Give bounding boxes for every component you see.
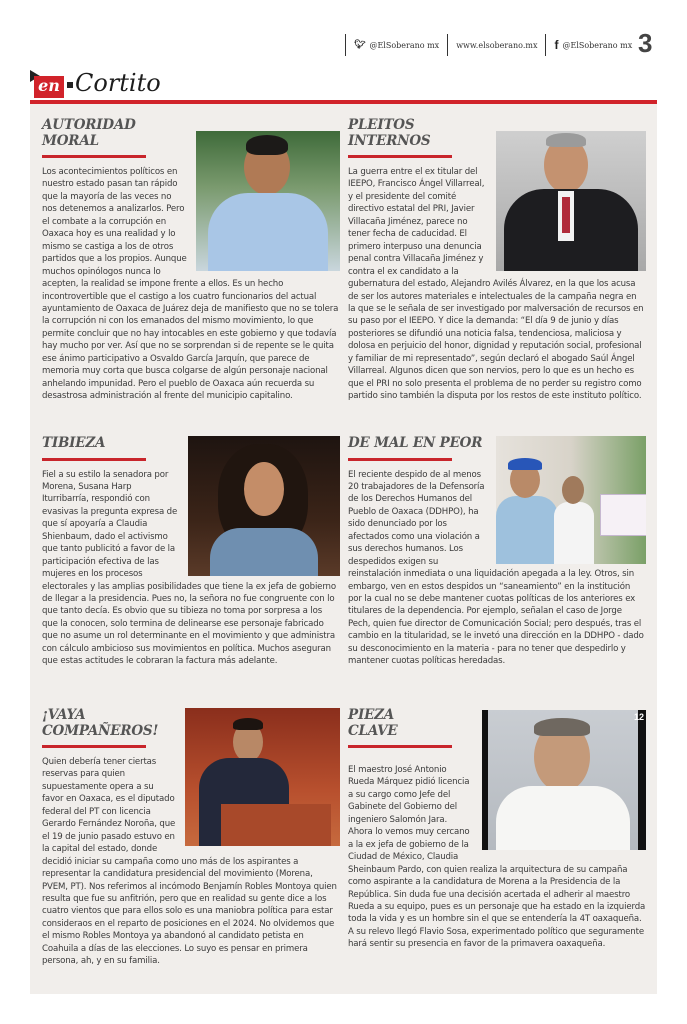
section-brand xyxy=(30,70,161,96)
title-rule xyxy=(42,745,146,748)
article-body: El reciente despido de al menos 20 trabajadores de la Defensoría de los Derechos Humanos del Pueblo de Oaxaca (DDHPO), ha sido denunciado por los afectados como una violación a sus derechos humanos. Los despedidos exigen su reinstalación inmediata o una liquidación apegada a la ley. Otros, sin embargo, ven en estos despidos un “saneamiento” en la institución por la cual no se debe mantener cuotas políticas de los anteriores ex titulares de la dependencia. Por ejemplo, señalan el caso de Jorge Pech, quien fue director de Comunicación Social; pero después, tras el cambio en la titularidad, se le invetó una dirección en la DDHPO - dado su desconocimiento en la materia - para no tener que despedirlo y mantener cuotas políticas heredadas. xyxy=(348,469,644,667)
twitter-link[interactable] xyxy=(354,40,439,50)
divider xyxy=(345,34,346,56)
logo-text: en xyxy=(34,76,64,98)
section-logo xyxy=(30,70,64,96)
article-pieza-clave xyxy=(348,708,646,951)
article-title: AUTORIDAD MORAL xyxy=(42,117,136,149)
article-body: Quien debería tener ciertas reservas para quien supuestamente opera a su favor en Oaxaca, es el diputado federal del PT con licencia Gerardo Fernández Noroña, que el 19 de junio pasado estuvo en la capital del estado, donde decidió iniciar su campaña como uno más de los aspirantes a representar la candidatura presidencial del movimiento (Morena, PVEM, PT). Nos referimos al incómodo Benjamín Robles Montoya quien resulta que fue su anfitrión, pero que en realidad su gente dice a los cuatro vientos que para ellos solo es una maniobra política para estar consideraos en el reparto de posiciones en el 2024. No olvidemos que el mismo Robles Montoya ya abandonó al candidato petista en Coahuila a días de las elecciones. Lo suyo es pensar en primera persona, ah, y en su familia. xyxy=(42,757,337,967)
website-link[interactable] xyxy=(456,41,537,50)
website-url: www.elsoberano.mx xyxy=(456,40,538,50)
article-title: PIEZA CLAVE xyxy=(348,707,398,739)
article-pleitos-internos xyxy=(348,118,646,403)
facebook-f-icon: f xyxy=(554,38,559,52)
article-title: TIBIEZA xyxy=(42,435,106,451)
man-at-podium-photo xyxy=(185,708,340,846)
facebook-handle: @ElSoberano mx xyxy=(562,40,633,50)
title-rule xyxy=(42,458,146,461)
content-panel xyxy=(30,104,657,994)
article-de-mal-en-peor xyxy=(348,436,646,668)
title-rule xyxy=(348,155,452,158)
protest-workers-photo xyxy=(496,436,646,564)
woman-with-curly-hair-photo xyxy=(188,436,340,576)
article-tibieza xyxy=(42,436,340,668)
article-autoridad-moral xyxy=(42,118,340,403)
man-in-dark-suit-photo xyxy=(496,131,646,271)
twitter-handle: @ElSoberano mx xyxy=(369,40,440,50)
man-in-light-blue-shirt-photo xyxy=(196,131,340,271)
article-body: El maestro José Antonio Rueda Márquez pidió licencia a su cargo como Jefe del Gabinete del Gobierno del ingeniero Salomón Jara. Ahora lo vemos muy cercano a la ex jefa de gobierno de la Ciudad de México, Claudia Sheinbaum Pardo, con quien realiza la arquitectura de su campaña como aspirante a la candidatura de Morena a la Presidencia de la República. Sin duda fue una decisión acertada el adherir al maestro Rueda a su equipo, pues es un personaje que ha estado en la izquierda toda la vida y es un hombre sin el que se entendería la 4T oaxaqueña. A su relevo llegó Flavio Sosa, experimentado político que seguramente hará sentir su presencia en favor de la primavera oaxaqueña. xyxy=(348,765,646,950)
facebook-link[interactable] xyxy=(554,38,632,52)
article-title: PLEITOS INTERNOS xyxy=(348,117,431,149)
image-label: 12 xyxy=(633,712,644,722)
section-title: Cortito xyxy=(75,69,161,97)
social-header xyxy=(337,32,632,58)
article-body: La guerra entre el ex titular del IEEPO, Francisco Ángel Villarreal, y el presidente del comité directivo estatal del PRI, Javier Villacaña Jiménez, parece no tener fecha de caducidad. El primero interpuso una denuncia penal contra Villacaña Jiménez y contra el ex candidato a la gubernatura del estado, Alejandro Avilés Álvarez, en la que los acusa de ser los autores materiales e intelectuales de la campaña negra en la que se le señala de ser investigado por malversación de recursos en su paso por el IEEPO. Y dice la demanda: “El día 9 de junio y días posteriores se difundió una noticia falsa, tendenciosa, maliciosa y dolosa en perjuicio del honor, dignidad y reputación social, profesional y familiar de mi representado”, según declaró el abogado Saúl Ángel Villarreal. Algunos dicen que son nervios, pero lo que es un hecho es que el PRI no solo presenta el problema de no perder su registro como partido sino también la disputa por los restos de este instituto político. xyxy=(348,167,644,402)
article-body: Fiel a su estilo la senadora por Morena, Susana Harp Iturribarría, respondió con evasivas la pregunta expresa de que sí apoyaría a Claudia Shienbaum, dado el activismo que tanto publicitó a favor de la participación efectiva de las mujeres en los procesos electorales y las amplias posibilidades que tiene la ex jefa de gobierno de llegar a la presidencia. Pues no, la señora no fue congruente con lo que tanto decía. Es obvio que su tibieza no toma por sorpresa a los que la conocen, solo termina de delinearse ese personaje fabricado que no asume un rol determinante en el movimiento y que administra con cálculo ambicioso sus movimientos en política. Muchos aseguran que estas actitudes le cobraran la factura más adelante. xyxy=(42,469,336,667)
article-body: Los acontecimientos políticos en nuestro estado pasan tan rápido que la mayoría de las veces no nos detenemos a analizarlos. Pero el combate a la corrupción en Oaxaca hoy es una realidad y lo mismo se castiga a los de otros partidos que a los propios. Aunque muchos opinólogos nunca lo acepten, la realidad se impone frente a ellos. Es un hecho incontrovertible que el castigo a los cuatro funcionarios del actual ayuntamiento de Oaxaca de Juárez deja de manifiesto que no se tolera la corrupción ni con los emanados del mismo movimiento, lo que permite concluir que no hay intocables en este gobierno y que todavía hay mucho por ver. Así que no se sorprendan si de repente se le quita ese ánimo participativo a Osvaldo García Jarquín, que parece de memoria muy corta que busca colgarse de algún personaje nacional anhelando impunidad. Pero el pueblo de Oaxaca aún recuerda su desastrosa administración al frente del municipio capitalino. xyxy=(42,167,339,402)
older-man-white-shirt-photo xyxy=(482,710,646,850)
twitter-bird-icon: 🐦︎ xyxy=(354,40,366,50)
divider xyxy=(447,34,448,56)
article-title: ¡VAYA COMPAÑEROS! xyxy=(42,707,159,739)
title-rule xyxy=(42,155,146,158)
divider xyxy=(545,34,546,56)
title-rule xyxy=(348,458,452,461)
article-vaya-companeros xyxy=(42,708,340,968)
title-rule xyxy=(348,745,452,748)
article-title: DE MAL EN PEOR xyxy=(348,435,483,451)
logo-dash xyxy=(67,82,73,88)
page-number: 3 xyxy=(638,28,653,58)
